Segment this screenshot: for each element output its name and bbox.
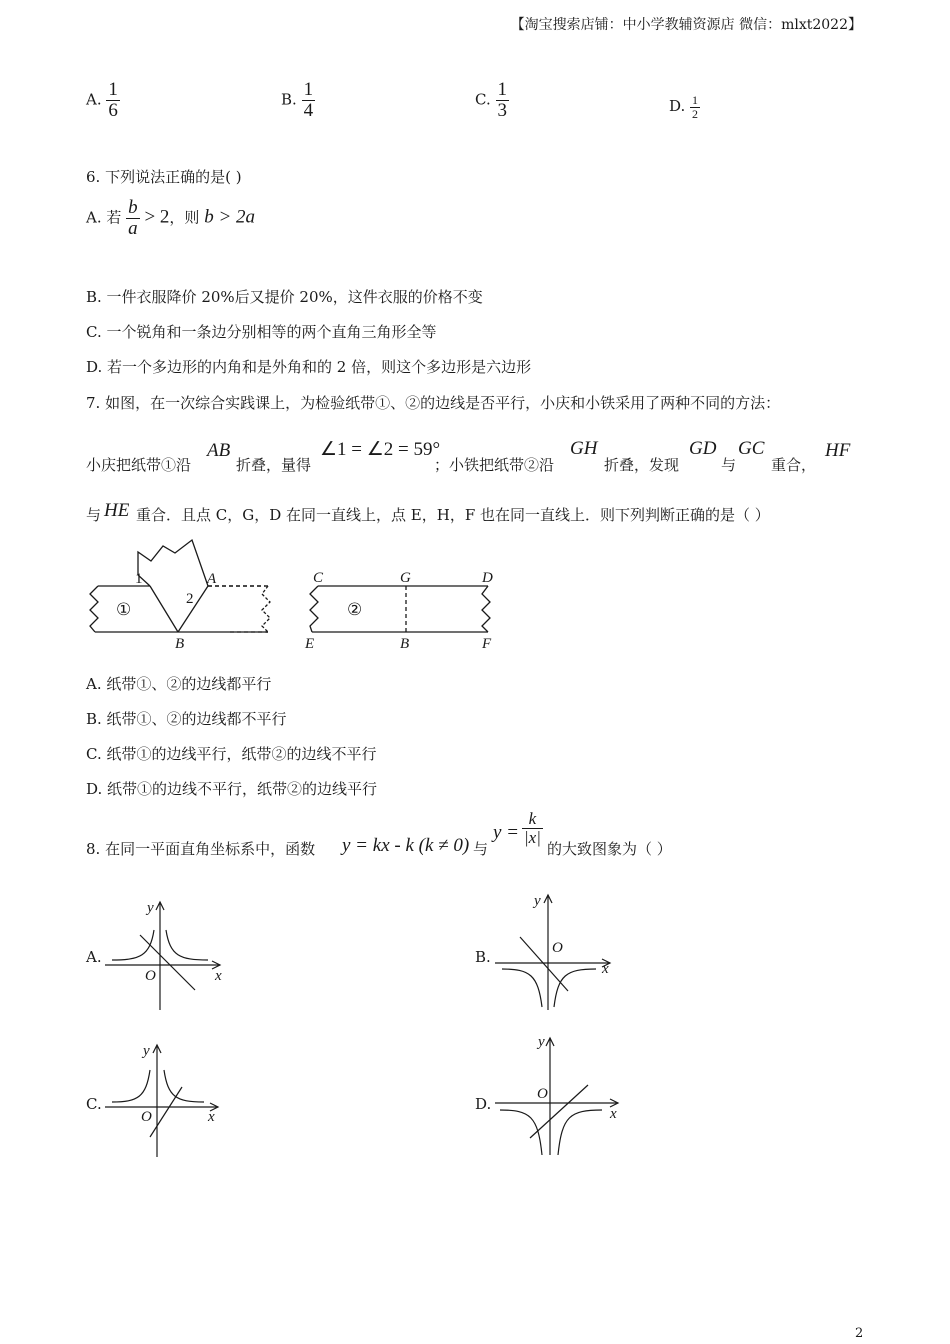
q7-stem-line3-b: 重合．且点 C，G，D 在同一直线上，点 E，H，F 也在同一直线上．则下列判断正确的是（ ）: [136, 506, 770, 524]
q7-stem-line1: 7. 如图，在一次综合实践课上，为检验纸带①、②的边线是否平行，小庆和小铁采用了两种不同的方法：: [86, 394, 781, 412]
svg-text:y: y: [143, 1043, 150, 1059]
curve-right: [166, 930, 208, 960]
q7-hf: HF: [825, 440, 851, 461]
label-band2: ②: [347, 600, 363, 619]
q7-stem-line2-e: 与: [721, 456, 737, 474]
q8-stem-b: 与: [473, 840, 489, 858]
svg-text:x: x: [215, 968, 222, 984]
svg-text:y: y: [147, 900, 154, 916]
curve-left: [112, 1070, 150, 1102]
label-band1: ①: [116, 600, 132, 619]
label-c: C: [313, 570, 324, 586]
page-number: 2: [855, 1326, 864, 1341]
q7-stem-line2-f: 重合，: [771, 456, 817, 474]
q7-stem-line3-a: 与: [86, 506, 102, 524]
q8-option-a-label: A.: [86, 948, 102, 966]
q7-gh: GH: [570, 438, 598, 459]
q8-graph-a: [100, 890, 240, 1015]
q7-stem-line2-c: ；小铁把纸带②沿: [434, 456, 555, 474]
q5-option-b: B. $\frac{1}{4}$: [281, 79, 314, 121]
q6-option-d: D. 若一个多边形的内角和是外角和的 2 倍，则这个多边形是六边形: [86, 358, 532, 376]
svg-text:O: O: [537, 1086, 548, 1102]
svg-text:x: x: [208, 1109, 215, 1125]
strip2-right-tear: [482, 586, 490, 632]
q6-option-a: A. 若 $\frac{b}{a}$ > 2，则 b > 2a: [86, 197, 256, 239]
curve-right: [558, 1110, 602, 1155]
q7-he: HE: [104, 500, 130, 521]
label-2: 2: [186, 591, 194, 607]
q7-ab: AB: [207, 440, 231, 461]
svg-text:x: x: [610, 1106, 617, 1122]
header-text: 【淘宝搜索店铺：中小学教辅资源店 微信：mlxt2022】: [510, 17, 862, 33]
curve-left: [112, 930, 154, 960]
q8-stem-c: 的大致图象为（ ）: [547, 840, 672, 858]
svg-text:O: O: [141, 1109, 152, 1125]
label-b2: B: [400, 636, 410, 652]
strip1-left-tear: [90, 586, 98, 632]
q7-figure: [80, 530, 510, 655]
label-e: E: [305, 636, 315, 652]
q5-option-a: A. $\frac{1}{6}$: [86, 79, 118, 121]
q7-option-b: B. 纸带①、②的边线都不平行: [86, 710, 287, 728]
q7-angle: ∠1 = ∠2 = 59°: [320, 439, 441, 460]
q8-graph-b: [490, 885, 630, 1015]
q8-option-d-label: D.: [475, 1095, 492, 1113]
label-f: F: [482, 636, 492, 652]
q7-gc: GC: [738, 438, 765, 459]
q7-stem-line2-a: 小庆把纸带①沿: [86, 456, 192, 474]
svg-text:O: O: [145, 968, 156, 984]
q7-stem-line2-d: 折叠，发现: [604, 456, 680, 474]
q6-option-c: C. 一个锐角和一条边分别相等的两个直角三角形全等: [86, 323, 437, 341]
curve-left: [502, 969, 542, 1007]
strip2-left-tear: [310, 586, 318, 632]
svg-text:y: y: [534, 893, 541, 909]
q8-stem-a: 8. 在同一平面直角坐标系中，函数: [86, 840, 316, 858]
q7-option-c: C. 纸带①的边线平行，纸带②的边线不平行: [86, 745, 377, 763]
q8-frac: $\frac{k}{|x|}$: [524, 809, 541, 847]
q7-stem-line2-b: 折叠，量得: [236, 456, 312, 474]
strip1-right-tear: [262, 586, 270, 632]
curve-right: [554, 969, 596, 1007]
folded-edge: [150, 586, 178, 632]
q7-option-d: D. 纸带①的边线不平行，纸带②的边线平行: [86, 780, 378, 798]
line: [150, 1087, 182, 1137]
label-1: 1: [135, 571, 143, 587]
q7-option-a: A. 纸带①、②的边线都平行: [86, 675, 272, 693]
q6-stem: 6. 下列说法正确的是( ): [86, 168, 242, 186]
q5-option-d: D. $\frac{1}{2}$: [669, 93, 699, 121]
curve-right: [164, 1070, 204, 1102]
label-b: B: [175, 636, 185, 652]
label-d: D: [482, 570, 493, 586]
svg-text:y: y: [538, 1034, 545, 1050]
svg-text:x: x: [602, 961, 609, 977]
label-a: A: [207, 571, 217, 587]
q8-func: y = kx - k (k ≠ 0): [342, 835, 470, 856]
q8-graph-c: [100, 1035, 230, 1160]
q8-graph-d: [490, 1030, 630, 1160]
q8-option-c-label: C.: [86, 1095, 102, 1113]
q8-option-b-label: B.: [475, 948, 491, 966]
label-g: G: [400, 570, 411, 586]
svg-text:O: O: [552, 940, 563, 956]
q5-option-c: C. $\frac{1}{3}$: [475, 79, 507, 121]
q6-option-b: B. 一件衣服降价 20%后又提价 20%，这件衣服的价格不变: [86, 288, 483, 306]
folded-flap: [138, 540, 208, 586]
q8-y-eq: y =: [493, 822, 520, 843]
q7-gd: GD: [689, 438, 717, 459]
